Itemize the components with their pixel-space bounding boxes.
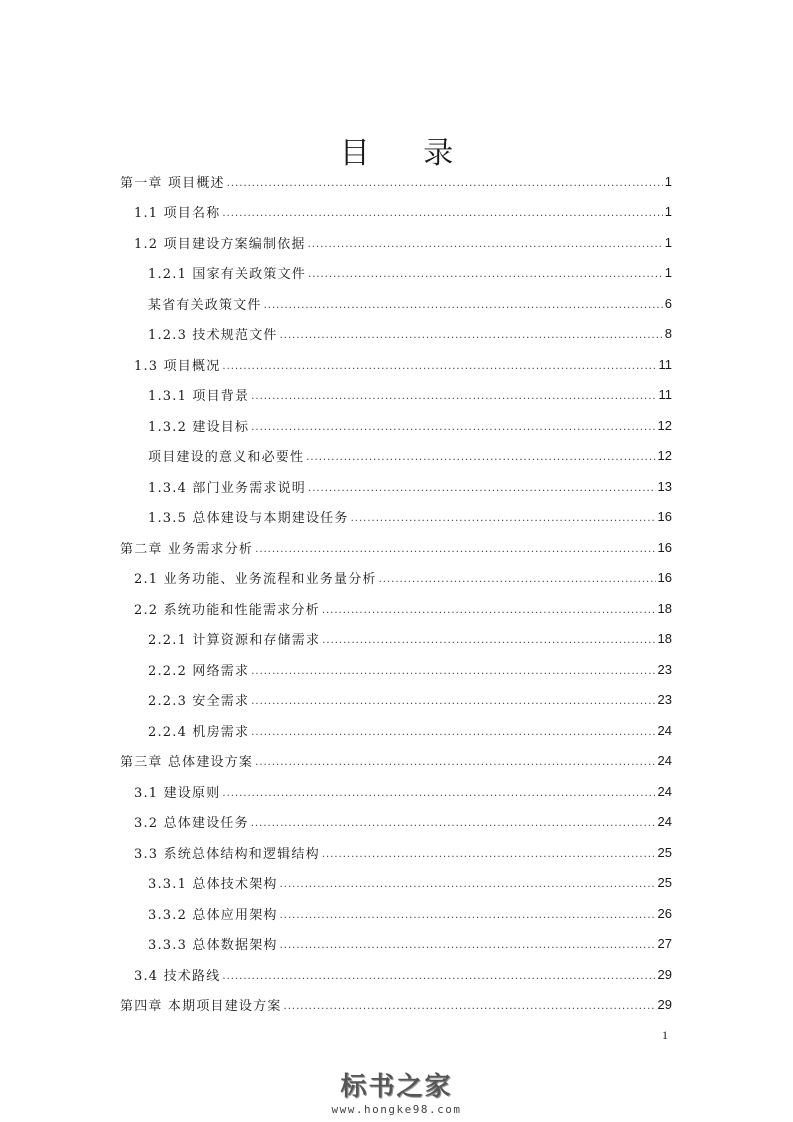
toc-entry-page: 24	[657, 722, 672, 738]
toc-entry[interactable]	[120, 593, 672, 624]
toc-entry-label: 第三章 总体建设方案	[120, 755, 254, 771]
toc-entry-page: 16	[657, 539, 672, 555]
toc-entry[interactable]	[120, 563, 672, 594]
toc-entry-label: 2.2 系统功能和性能需求分析	[134, 602, 320, 618]
toc-entry-page: 18	[657, 631, 672, 647]
toc-entry[interactable]	[120, 502, 672, 533]
toc-entry-page: 29	[657, 966, 672, 982]
toc-entry-label: 某省有关政策文件	[148, 297, 262, 313]
toc-entry-label: 3.3.3 总体数据架构	[148, 938, 278, 954]
toc-entry[interactable]	[120, 532, 672, 563]
toc-entry-page: 27	[657, 936, 672, 952]
toc-entry-label: 第一章 项目概述	[120, 175, 225, 191]
watermark	[0, 1066, 793, 1116]
toc-dot-leader	[251, 696, 655, 707]
toc-entry[interactable]	[120, 929, 672, 960]
toc-entry-page: 12	[657, 448, 672, 464]
toc-entry-page: 6	[664, 295, 672, 311]
toc-entry-page: 18	[657, 600, 672, 616]
toc-entry[interactable]	[120, 990, 672, 1021]
toc-dot-leader	[227, 178, 663, 189]
toc-dot-leader	[308, 483, 656, 494]
toc-dot-leader	[251, 666, 655, 677]
toc-entry[interactable]	[120, 319, 672, 350]
toc-dot-leader	[308, 239, 663, 250]
toc-entry-label: 3.1 建设原则	[134, 785, 221, 801]
toc-entry[interactable]	[120, 959, 672, 990]
toc-entry-label: 3.3 系统总体结构和逻辑结构	[134, 846, 320, 862]
toc-entry-label: 2.2.3 安全需求	[148, 694, 250, 710]
toc-entry[interactable]	[120, 685, 672, 716]
toc-entry-label: 3.4 技术路线	[134, 968, 221, 984]
toc-entry-label: 1.3 项目概况	[134, 358, 221, 374]
toc-entry-page: 1	[664, 173, 672, 189]
page-number: 1	[662, 1028, 668, 1042]
toc-entry[interactable]	[120, 410, 672, 441]
toc-entry-label: 第二章 业务需求分析	[120, 541, 254, 557]
toc-entry-label: 1.3.4 部门业务需求说明	[148, 480, 307, 496]
toc-entry-page: 24	[657, 814, 672, 830]
toc-entry-page: 24	[657, 783, 672, 799]
toc-dot-leader	[280, 330, 663, 341]
toc-entry-label: 1.2.3 技术规范文件	[148, 328, 278, 344]
toc-entry-label: 3.2 总体建设任务	[134, 816, 249, 832]
toc-dot-leader	[222, 208, 662, 219]
toc-entry[interactable]	[120, 441, 672, 472]
toc-entry[interactable]	[120, 288, 672, 319]
toc-entry[interactable]	[120, 715, 672, 746]
toc-entry-label: 2.2.4 机房需求	[148, 724, 250, 740]
toc-dot-leader	[308, 269, 663, 280]
toc-entry-page: 23	[657, 692, 672, 708]
toc-entry[interactable]	[120, 258, 672, 289]
toc-entry-page: 1	[664, 204, 672, 220]
toc-dot-leader	[280, 910, 656, 921]
toc-entry-page: 26	[657, 905, 672, 921]
toc-entry-page: 13	[657, 478, 672, 494]
toc-dot-leader	[322, 849, 656, 860]
toc-dot-leader	[351, 513, 656, 524]
toc-entry-page: 16	[657, 570, 672, 586]
toc-entry[interactable]	[120, 746, 672, 777]
toc-entry[interactable]	[120, 197, 672, 228]
toc-entry-label: 第四章 本期项目建设方案	[120, 999, 282, 1015]
toc-entry[interactable]	[120, 807, 672, 838]
toc-dot-leader	[222, 361, 656, 372]
toc-entry[interactable]	[120, 898, 672, 929]
toc-entry-label: 2.2.1 计算资源和存储需求	[148, 633, 321, 649]
toc-dot-leader	[251, 818, 656, 829]
toc-entry-page: 16	[657, 509, 672, 525]
toc-entry-label: 1.3.1 项目背景	[148, 389, 250, 405]
toc-entry[interactable]	[120, 349, 672, 380]
toc-entry[interactable]	[120, 776, 672, 807]
toc-entry-page: 24	[657, 753, 672, 769]
watermark-url: www.hongke98.com	[331, 1103, 462, 1116]
toc-entry-page: 11	[658, 387, 672, 403]
toc-dot-leader	[284, 1001, 656, 1012]
toc-dot-leader	[379, 574, 656, 585]
toc-entry-page: 25	[657, 844, 672, 860]
toc-entry-page: 23	[657, 661, 672, 677]
toc-dot-leader	[251, 727, 655, 738]
toc-entry-page: 1	[664, 265, 672, 281]
toc-title: 目 录	[339, 136, 476, 171]
toc-entry[interactable]	[120, 624, 672, 655]
toc-dot-leader	[251, 391, 656, 402]
toc-entry-label: 2.1 业务功能、业务流程和业务量分析	[134, 572, 377, 588]
watermark-logo: 标书之家	[340, 1072, 453, 1102]
toc-entry-page: 29	[657, 997, 672, 1013]
toc-dot-leader	[322, 635, 655, 646]
toc-entry-page: 11	[658, 356, 672, 372]
toc-dot-leader	[264, 300, 663, 311]
toc-dot-leader	[222, 788, 655, 799]
toc-entry[interactable]	[120, 837, 672, 868]
toc-dot-leader	[322, 605, 656, 616]
toc-dot-leader	[255, 544, 655, 555]
toc-entry-page: 12	[657, 417, 672, 433]
toc-dot-leader	[280, 940, 656, 951]
toc-entry-label: 1.3.5 总体建设与本期建设任务	[148, 511, 349, 527]
toc-entry[interactable]	[120, 654, 672, 685]
toc-entry-page: 1	[664, 234, 672, 250]
toc-entry-label: 1.2.1 国家有关政策文件	[148, 267, 307, 283]
toc-dot-leader	[255, 757, 655, 768]
toc-entry[interactable]	[120, 471, 672, 502]
toc-entry-label: 1.2 项目建设方案编制依据	[134, 236, 306, 252]
toc-entry-label: 2.2.2 网络需求	[148, 663, 250, 679]
toc-dot-leader	[306, 452, 655, 463]
toc-dot-leader	[222, 971, 655, 982]
toc-entry-label: 1.3.2 建设目标	[148, 419, 250, 435]
toc-entry-label: 1.1 项目名称	[134, 206, 221, 222]
toc-dot-leader	[251, 422, 655, 433]
toc-entry[interactable]	[120, 868, 672, 899]
toc-entry[interactable]	[120, 380, 672, 411]
toc-entry-label: 3.3.1 总体技术架构	[148, 877, 278, 893]
toc-entry[interactable]	[120, 227, 672, 258]
toc-dot-leader	[280, 879, 656, 890]
toc-entry-page: 8	[664, 326, 672, 342]
toc-entry-label: 3.3.2 总体应用架构	[148, 907, 278, 923]
toc-entry-label: 项目建设的意义和必要性	[148, 450, 305, 466]
toc-entry-page: 25	[657, 875, 672, 891]
toc-entry[interactable]	[120, 166, 672, 197]
